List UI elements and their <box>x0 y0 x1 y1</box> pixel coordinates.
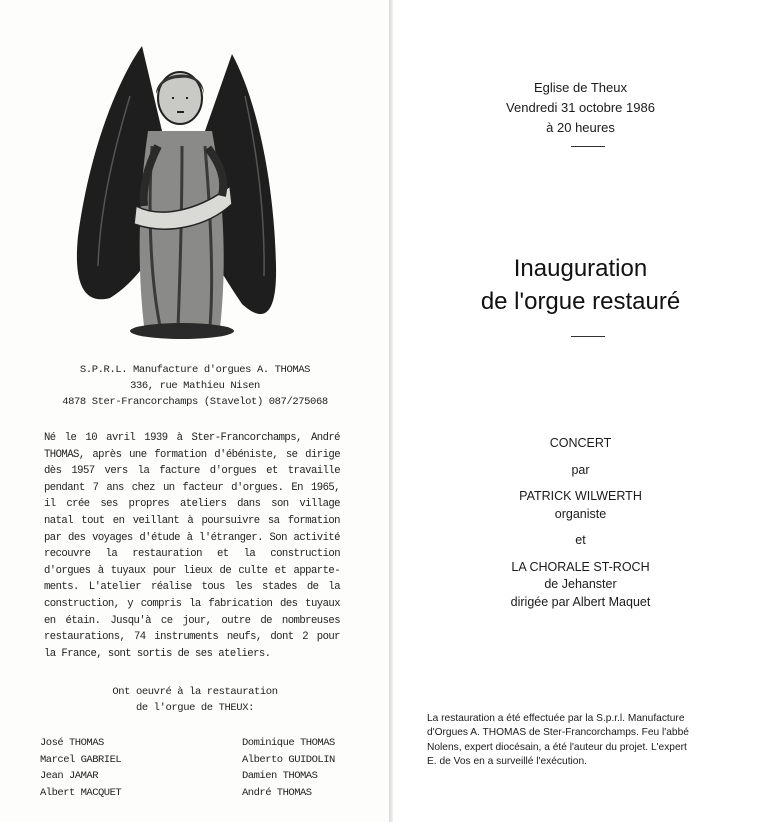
bio-line: la France, sont sortis de ses ateliers. <box>44 647 271 660</box>
concert-heading: CONCERT <box>549 436 612 450</box>
concert-et: et <box>575 533 586 547</box>
event-date: Vendredi 31 octobre 1986 <box>506 100 655 115</box>
workshop-address <box>30 362 360 410</box>
biography-paragraph <box>44 430 340 662</box>
concert-par: par <box>571 462 590 477</box>
credits-heading-line: de l'orgue de THEUX: <box>135 702 255 714</box>
bio-line: restaurations, 74 instruments neufs, dont 2 pour <box>44 631 340 644</box>
performer-organist: PATRICK WILWERTH <box>519 489 642 503</box>
bio-line: THOMAS, après une formation d'ébéniste, se dirige <box>44 448 340 461</box>
note-line: La restauration a été effectuée par la S.p.r.l. Manufacture <box>427 713 685 724</box>
bio-line: construction, y compris la fabrication des tuyaux <box>44 597 340 610</box>
craftsman-name: Dominique THOMAS <box>242 737 335 749</box>
page-title <box>393 252 768 318</box>
address-line: S.P.R.L. Manufacture d'orgues A. THOMAS <box>79 364 311 376</box>
craftsman-name: Alberto GUIDOLIN <box>242 753 335 766</box>
bio-line: recouvre la restauration et la construction <box>44 548 340 561</box>
address-line: 4878 Ster-Francorchamps (Stavelot) 087/275068 <box>62 396 328 408</box>
angel-statue-icon <box>70 36 280 341</box>
credits-heading-line: Ont oeuvré à la restauration <box>112 686 278 698</box>
performer-choir: LA CHORALE ST-ROCH <box>511 559 650 574</box>
choir-place: de Jehanster <box>544 577 617 591</box>
event-time: à 20 heures <box>546 120 615 135</box>
craftsman-name: Jean JAMAR <box>40 770 99 782</box>
bio-line: natal tout en veillant à poursuivre sa formation <box>44 514 340 527</box>
craftsman-name: André THOMAS <box>242 786 312 799</box>
names-column-1 <box>40 735 121 801</box>
credits-heading <box>60 684 330 716</box>
craftsman-name: Damien THOMAS <box>242 770 318 782</box>
craftsman-name: José THOMAS <box>40 737 104 749</box>
note-line: Nolens, expert diocésain, a été l'auteur du projet. L'expert <box>427 741 687 753</box>
title-line: Inauguration <box>513 255 648 282</box>
bio-line: par des voyages d'étude à l'étranger. Son activité <box>44 531 340 544</box>
names-column-2 <box>242 735 335 801</box>
divider <box>571 336 605 337</box>
event-details <box>393 78 768 138</box>
bio-line: pendant 7 ans chez un facteur d'orgues. En 1965, <box>44 481 340 494</box>
bio-line: en étain. Jusqu'à ce jour, outre de nombreuses <box>44 614 340 627</box>
bio-line: ments. L'atelier réalise tous les stades de la <box>44 581 340 594</box>
event-venue: Eglise de Theux <box>534 80 627 95</box>
address-line: 336, rue Mathieu Nisen <box>130 380 260 392</box>
concert-program <box>393 435 768 611</box>
craftsman-name: Marcel GABRIEL <box>40 753 122 766</box>
craftsman-name: Albert MACQUET <box>40 786 122 799</box>
restoration-note <box>427 712 745 770</box>
note-line: d'Orgues A. THOMAS de Ster-Francorchamps. Feu l'abbé <box>427 727 689 739</box>
bio-line: Né le 10 avril 1939 à Ster-Francorchamps, André <box>44 432 340 444</box>
title-line: de l'orgue restauré <box>480 288 681 315</box>
choir-director: dirigée par Albert Maquet <box>510 594 651 609</box>
divider <box>571 146 605 147</box>
performer-role: organiste <box>554 506 607 521</box>
bio-line: dès 1957 vers la facture d'orgues et travaille <box>44 465 340 478</box>
note-line: E. de Vos en a surveillé l'exécution. <box>427 756 587 768</box>
bio-line: d'orgues à tuyaux pour lieux de culte et apparte- <box>44 564 340 577</box>
bio-line: il crée ses propres ateliers dans son village <box>44 498 340 511</box>
